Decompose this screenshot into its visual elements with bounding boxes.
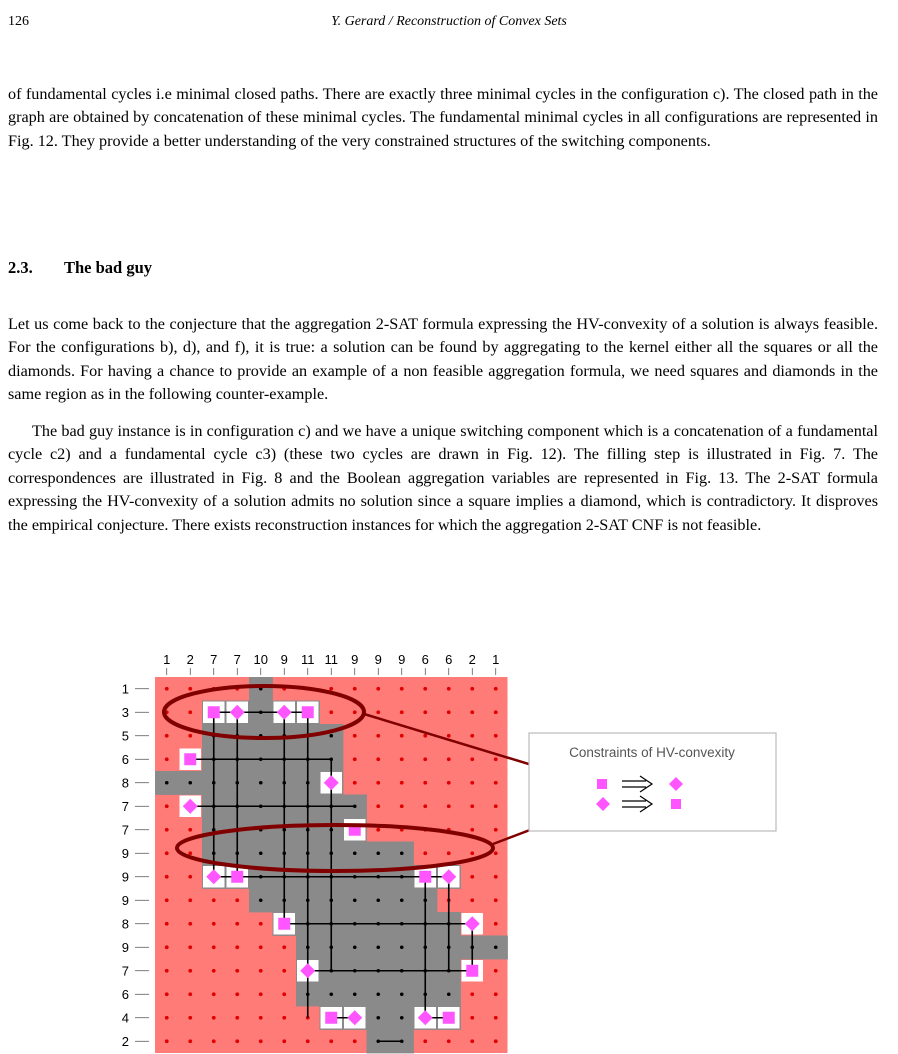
row-sum: 2: [121, 1033, 129, 1049]
black-dot: [376, 898, 380, 902]
red-dot: [235, 922, 239, 926]
red-dot: [470, 828, 474, 832]
red-dot: [494, 969, 498, 973]
column-sum: 11: [301, 652, 315, 667]
row-sum: 9: [121, 869, 129, 885]
red-dot: [188, 1039, 192, 1043]
red-dot: [447, 851, 451, 855]
red-dot: [353, 734, 357, 738]
red-dot: [376, 734, 380, 738]
red-dot: [306, 1039, 310, 1043]
black-dot: [188, 781, 192, 785]
red-dot: [165, 898, 169, 902]
red-dot: [165, 828, 169, 832]
red-dot: [165, 687, 169, 691]
intro-paragraph: of fundamental cycles i.e minimal closed paths. There are exactly three minimal cycles in the configuration c). The closed path in the graph are obtained by concatenation of these minimal cycles. The fundamental minimal cycles in all configurations are represented in Fig. 12. They provide a better understanding of the very constrained structures of the switching components.: [8, 85, 878, 150]
black-dot: [400, 898, 404, 902]
red-dot: [188, 734, 192, 738]
row-sum: 8: [121, 916, 129, 932]
square-marker: [231, 871, 243, 883]
row-sum: 6: [121, 986, 129, 1002]
red-dot: [165, 851, 169, 855]
constraints-box: [529, 733, 776, 831]
black-dot: [376, 945, 380, 949]
row-sum: 9: [121, 939, 129, 955]
red-dot: [235, 898, 239, 902]
red-dot: [423, 734, 427, 738]
red-dot: [188, 922, 192, 926]
red-dot: [447, 757, 451, 761]
row-sum: 7: [121, 798, 129, 814]
red-dot: [447, 710, 451, 714]
red-dot: [470, 898, 474, 902]
red-dot: [494, 898, 498, 902]
red-dot: [376, 804, 380, 808]
red-dot: [376, 687, 380, 691]
section-paragraph-2: The bad guy instance is in configuration c) and we have a unique switching component which is a concatenation of a fundamental cycle c2) and a fundamental cycle c3) (these two cycles are drawn in Fig. 12). The filling step is illustrated in Fig. 7. The correspondences are illustrated in Fig. 8 and the Boolean aggregation variables are represented in Fig. 13. The 2-SAT formula expressing the HV-convexity of a solution admits no solution since a square implies a diamond, which is contradictory. It disproves the empirical conjecture. There exists reconstruction instances for which the aggregation 2-SAT CNF is not feasible.: [8, 422, 878, 534]
section-number: 2.3.: [8, 258, 33, 277]
column-sum: 9: [280, 652, 288, 667]
red-dot: [353, 687, 357, 691]
red-dot: [470, 687, 474, 691]
section-paragraph-1: Let us come back to the conjecture that the aggregation 2-SAT formula expressing the HV-convexity of a solution is always feasible. For the configurations b), d), and f), it is true: a solution can be found by aggregating to the kernel either all the squares or all the diamonds. For having a chance to provide an example of a non feasible aggregation formula, we need squares and diamonds in the same region as in the following counter-example.: [8, 315, 878, 404]
red-dot: [282, 969, 286, 973]
red-dot: [165, 875, 169, 879]
red-dot: [470, 710, 474, 714]
black-dot: [353, 945, 357, 949]
black-dot: [494, 945, 498, 949]
square-icon: [671, 799, 681, 809]
black-dot: [447, 992, 451, 996]
red-dot: [282, 992, 286, 996]
black-dot: [329, 992, 333, 996]
black-dot: [376, 1016, 380, 1020]
red-dot: [165, 804, 169, 808]
column-sum: 7: [210, 652, 218, 667]
column-sum: 2: [468, 652, 476, 667]
red-dot: [259, 1039, 263, 1043]
red-dot: [470, 757, 474, 761]
red-dot: [235, 969, 239, 973]
black-dot: [329, 734, 333, 738]
row-sum: 6: [121, 751, 129, 767]
red-dot: [282, 1016, 286, 1020]
black-dot: [400, 945, 404, 949]
red-dot: [470, 1039, 474, 1043]
square-marker: [184, 753, 196, 765]
red-dot: [494, 757, 498, 761]
row-sum: 1: [121, 681, 129, 697]
red-dot: [282, 945, 286, 949]
red-dot: [470, 734, 474, 738]
red-dot: [423, 804, 427, 808]
red-dot: [400, 757, 404, 761]
red-dot: [423, 710, 427, 714]
red-dot: [235, 1016, 239, 1020]
row-sum: 7: [121, 963, 129, 979]
red-dot: [165, 1016, 169, 1020]
column-sum: 1: [163, 652, 171, 667]
square-marker: [302, 706, 314, 718]
red-dot: [494, 992, 498, 996]
red-dot: [259, 969, 263, 973]
red-dot: [494, 781, 498, 785]
red-dot: [423, 687, 427, 691]
red-dot: [494, 804, 498, 808]
red-dot: [447, 687, 451, 691]
red-dot: [470, 992, 474, 996]
black-dot: [376, 992, 380, 996]
red-dot: [188, 828, 192, 832]
column-sum: 10: [253, 652, 268, 667]
red-dot: [259, 1016, 263, 1020]
red-dot: [212, 969, 216, 973]
red-dot: [188, 969, 192, 973]
red-dot: [235, 992, 239, 996]
red-dot: [165, 992, 169, 996]
red-dot: [353, 757, 357, 761]
red-dot: [494, 687, 498, 691]
red-dot: [376, 710, 380, 714]
row-sum: 7: [121, 822, 129, 838]
row-sum: 3: [121, 704, 129, 720]
column-sum: 1: [492, 652, 500, 667]
red-dot: [165, 757, 169, 761]
square-marker: [466, 965, 478, 977]
black-dot: [259, 781, 263, 785]
red-dot: [188, 945, 192, 949]
red-dot: [400, 804, 404, 808]
section-title: The bad guy: [64, 258, 153, 277]
red-dot: [165, 945, 169, 949]
red-dot: [494, 851, 498, 855]
red-dot: [400, 710, 404, 714]
red-dot: [353, 710, 357, 714]
red-dot: [470, 875, 474, 879]
red-dot: [282, 1039, 286, 1043]
column-sum: 6: [445, 652, 453, 667]
constraints-title: Constraints of HV-convexity: [569, 745, 735, 760]
red-dot: [188, 875, 192, 879]
square-marker: [443, 1012, 455, 1024]
red-dot: [353, 781, 357, 785]
red-dot: [494, 828, 498, 832]
black-dot: [400, 851, 404, 855]
column-sum: 11: [324, 652, 338, 667]
red-dot: [470, 781, 474, 785]
red-dot: [212, 945, 216, 949]
red-dot: [376, 781, 380, 785]
red-dot: [447, 781, 451, 785]
red-dot: [235, 1039, 239, 1043]
red-dot: [212, 992, 216, 996]
square-marker: [419, 871, 431, 883]
page-number: 126: [8, 14, 29, 29]
column-sum: 7: [233, 652, 241, 667]
row-sum: 4: [121, 1010, 129, 1026]
red-dot: [376, 828, 380, 832]
red-dot: [470, 851, 474, 855]
red-dot: [376, 757, 380, 761]
red-dot: [494, 710, 498, 714]
red-dot: [494, 734, 498, 738]
red-dot: [494, 875, 498, 879]
red-dot: [212, 922, 216, 926]
square-marker: [325, 1012, 337, 1024]
column-sum: 9: [374, 652, 382, 667]
red-dot: [400, 734, 404, 738]
black-dot: [400, 992, 404, 996]
red-dot: [494, 1016, 498, 1020]
black-dot: [259, 898, 263, 902]
red-dot: [188, 710, 192, 714]
red-dot: [188, 1016, 192, 1020]
red-dot: [470, 804, 474, 808]
red-dot: [165, 1039, 169, 1043]
red-dot: [188, 992, 192, 996]
row-sum: 9: [121, 892, 129, 908]
red-dot: [494, 1039, 498, 1043]
red-dot: [329, 687, 333, 691]
square-marker: [208, 706, 220, 718]
row-sum: 5: [121, 728, 129, 744]
red-dot: [470, 1016, 474, 1020]
black-dot: [353, 898, 357, 902]
red-dot: [188, 898, 192, 902]
black-dot: [376, 851, 380, 855]
red-dot: [447, 734, 451, 738]
red-dot: [494, 922, 498, 926]
red-dot: [165, 734, 169, 738]
black-dot: [259, 851, 263, 855]
column-sum: 9: [351, 652, 359, 667]
square-icon: [597, 779, 607, 789]
red-dot: [329, 710, 333, 714]
red-dot: [400, 687, 404, 691]
red-dot: [212, 1016, 216, 1020]
red-dot: [165, 922, 169, 926]
red-dot: [353, 1039, 357, 1043]
column-sum: 9: [398, 652, 406, 667]
red-dot: [188, 687, 192, 691]
red-dot: [212, 898, 216, 902]
red-dot: [447, 1039, 451, 1043]
red-dot: [212, 1039, 216, 1043]
red-dot: [259, 992, 263, 996]
black-dot: [165, 781, 169, 785]
red-dot: [423, 757, 427, 761]
red-dot: [259, 922, 263, 926]
column-sum: 6: [421, 652, 429, 667]
red-dot: [400, 781, 404, 785]
black-dot: [353, 851, 357, 855]
red-dot: [423, 781, 427, 785]
red-dot: [235, 945, 239, 949]
running-title: Y. Gerard / Reconstruction of Convex Sets: [331, 14, 567, 29]
red-dot: [423, 1039, 427, 1043]
red-dot: [447, 804, 451, 808]
column-sum: 2: [186, 652, 194, 667]
red-dot: [259, 945, 263, 949]
red-dot: [188, 851, 192, 855]
black-dot: [353, 992, 357, 996]
square-marker: [278, 918, 290, 930]
row-sum: 9: [121, 845, 129, 861]
black-dot: [400, 1016, 404, 1020]
red-dot: [329, 1039, 333, 1043]
row-sum: 8: [121, 775, 129, 791]
red-dot: [165, 969, 169, 973]
red-dot: [423, 851, 427, 855]
